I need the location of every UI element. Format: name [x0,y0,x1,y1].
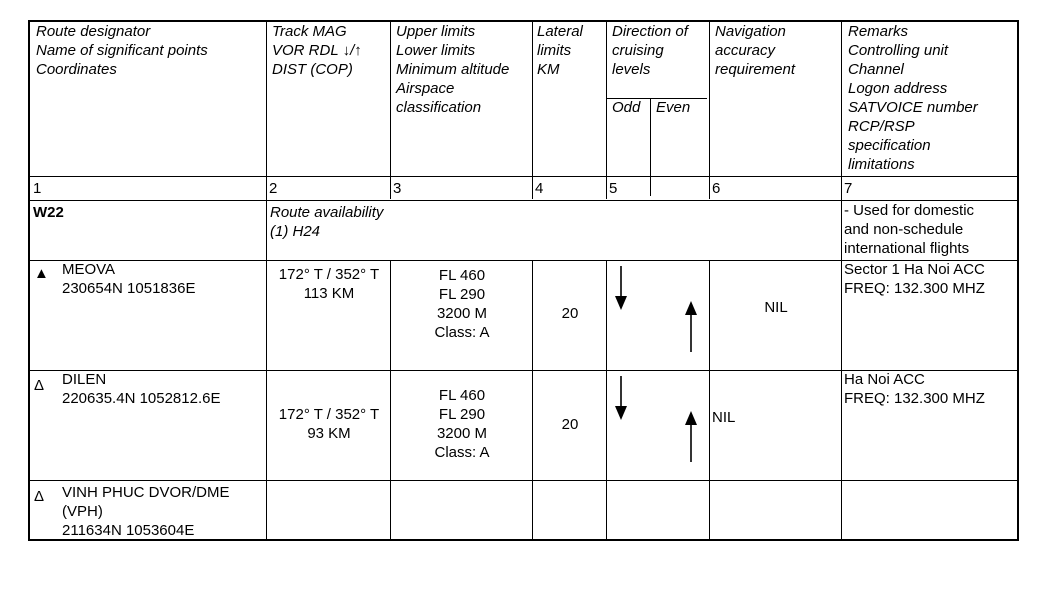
col-divider-4a [606,22,607,199]
point-coords-meova: 230654N 1051836E [62,280,196,297]
header-limits: Upper limits Lower limits Minimum altitude Airspace classification [396,23,510,116]
col-divider-3a [532,22,533,199]
dilen-row-line [30,480,1017,481]
point-symbol-dilen: Δ [34,377,45,394]
header-lateral-limits: Lateral limits KM [537,23,583,78]
arrow-up-icon [684,410,698,462]
header-track: Track MAG VOR RDL ↓/↑ DIST (COP) [272,23,362,78]
point-name-vph: VINH PHUC DVOR/DME (VPH) [62,484,230,520]
header-bottom-line [30,176,1017,177]
nav-accuracy-meova: NIL [764,299,788,316]
track-meova: 172° T / 352° T 113 KM [278,266,380,302]
point-name-dilen: DILEN [62,371,107,388]
point-coords-vph: 211634N 1053604E [62,522,195,539]
arrow-down-icon [614,376,628,421]
route-designator: W22 [33,204,64,221]
odd-even-divider [650,98,651,196]
col-divider-4b [606,260,607,539]
remarks-meova: Sector 1 Ha Noi ACC FREQ: 132.300 MHZ [844,261,985,297]
column-number-6: 6 [712,180,721,197]
route-remarks: - Used for domestic and non-schedule international flights [844,202,975,257]
point-name-meova: MEOVA [62,261,116,278]
route-availability: Route availability (1) H24 [270,204,384,240]
col-divider-2a [390,22,391,199]
column-number-2: 2 [269,180,278,197]
header-navigation-accuracy: Navigation accuracy requirement [715,23,796,78]
lateral-meova: 20 [561,305,579,322]
arrow-up-icon [684,300,698,352]
header-route-designator: Route designator Name of significant points Coordinates [36,23,208,78]
header-remarks: Remarks Controlling unit Channel Logon address SATVOICE number RCP/RSP specification limitations [848,23,978,173]
col-divider-6 [841,22,842,539]
header-cruising-levels: Direction of cruising levels [612,23,688,78]
column-number-1: 1 [33,180,42,197]
nav-accuracy-dilen: NIL [712,409,736,426]
column-number-7: 7 [844,180,853,197]
remarks-dilen: Ha Noi ACC FREQ: 132.300 MHZ [844,371,985,407]
limits-dilen: FL 460 FL 290 3200 M Class: A [434,387,490,461]
point-symbol-meova: ▲ [34,265,49,282]
lateral-dilen: 20 [561,416,579,433]
column-number-5: 5 [609,180,618,197]
column-number-3: 3 [393,180,402,197]
arrow-down-icon [614,266,628,311]
col-divider-5a [709,22,710,199]
header-even: Even [656,99,691,116]
column-number-4: 4 [535,180,544,197]
limits-meova: FL 460 FL 290 3200 M Class: A [434,267,490,341]
point-symbol-vph: Δ [34,488,45,505]
header-odd: Odd [612,99,641,116]
track-dilen: 172° T / 352° T 93 KM [278,406,380,442]
route-table [28,20,1019,541]
point-coords-dilen: 220635.4N 1052812.6E [62,390,221,407]
